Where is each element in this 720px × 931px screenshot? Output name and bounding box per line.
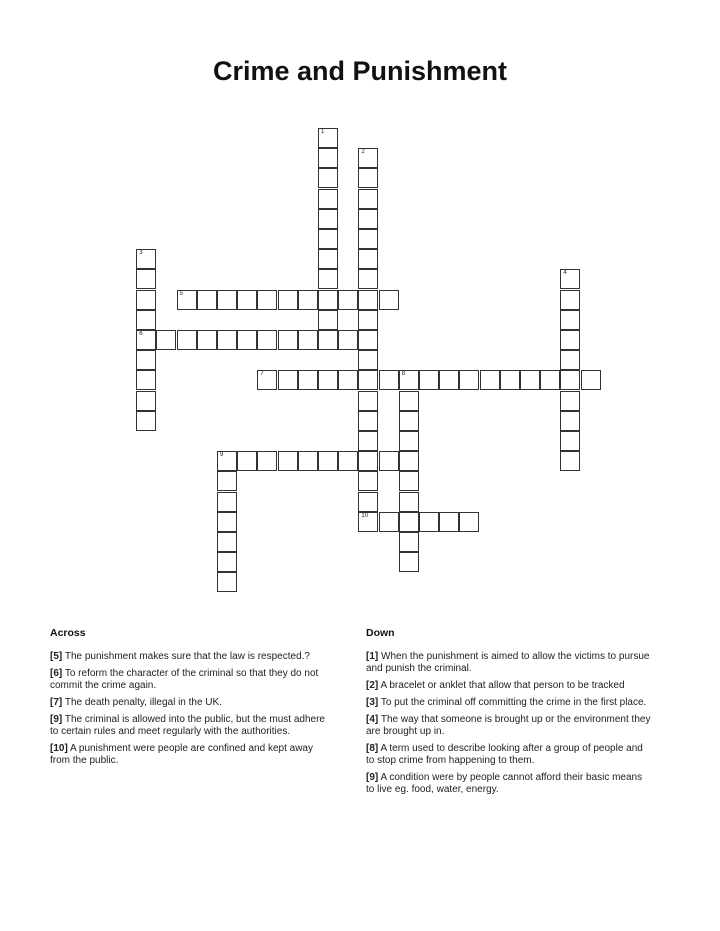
clue-text: A bracelet or anklet that allow that person to be tracked	[380, 680, 625, 691]
grid-cell[interactable]	[560, 290, 580, 310]
grid-cell[interactable]	[197, 330, 217, 350]
grid-cell[interactable]	[318, 451, 338, 471]
grid-cell[interactable]	[217, 552, 237, 572]
grid-cell[interactable]	[399, 370, 419, 390]
grid-cell[interactable]	[136, 391, 156, 411]
grid-cell[interactable]	[318, 330, 338, 350]
grid-cell[interactable]	[358, 451, 378, 471]
grid-cell[interactable]	[358, 350, 378, 370]
cell-number: 3	[139, 250, 143, 257]
grid-cell[interactable]	[379, 290, 399, 310]
clue-text: To put the criminal off committing the crime in the first place.	[380, 697, 647, 708]
grid-cell[interactable]	[237, 330, 257, 350]
across-clue	[50, 697, 335, 709]
grid-cell[interactable]	[177, 290, 197, 310]
grid-cell[interactable]	[338, 451, 358, 471]
clue-number: [9]	[50, 714, 63, 725]
grid-cell[interactable]	[358, 330, 378, 350]
grid-cell[interactable]	[399, 492, 419, 512]
clue-text: A term used to describe looking after a group of people and to stop crime from happening to them.	[366, 743, 643, 766]
puzzle-title: Crime and Punishment	[212, 56, 508, 86]
cell-number: 4	[563, 270, 567, 277]
grid-cell[interactable]	[480, 370, 500, 390]
grid-cell[interactable]	[399, 411, 419, 431]
grid-cell[interactable]	[136, 310, 156, 330]
across-clues	[50, 627, 335, 772]
grid-cell[interactable]	[217, 471, 237, 491]
grid-cell[interactable]	[298, 370, 318, 390]
grid-cell[interactable]	[217, 330, 237, 350]
grid-cell[interactable]	[237, 451, 257, 471]
grid-cell[interactable]	[399, 552, 419, 572]
grid-cell[interactable]	[257, 370, 277, 390]
down-clue	[366, 743, 651, 767]
grid-cell[interactable]	[358, 209, 378, 229]
grid-cell[interactable]	[217, 290, 237, 310]
grid-cell[interactable]	[560, 451, 580, 471]
grid-cell[interactable]	[399, 532, 419, 552]
grid-cell[interactable]	[338, 370, 358, 390]
grid-cell[interactable]	[419, 512, 439, 532]
grid-cell[interactable]	[136, 269, 156, 289]
grid-cell[interactable]	[379, 512, 399, 532]
clue-number: [5]	[50, 651, 63, 662]
grid-cell[interactable]	[560, 370, 580, 390]
down-clue	[366, 680, 651, 692]
grid-cell[interactable]	[318, 269, 338, 289]
cell-number: 6	[139, 331, 143, 337]
grid-cell[interactable]	[278, 330, 298, 350]
grid-cell[interactable]	[581, 370, 601, 390]
grid-cell[interactable]	[318, 229, 338, 249]
clue-number: [8]	[366, 743, 379, 754]
grid-cell[interactable]	[560, 431, 580, 451]
grid-cell[interactable]	[560, 411, 580, 431]
grid-cell[interactable]	[197, 290, 217, 310]
grid-cell[interactable]	[358, 370, 378, 390]
grid-cell[interactable]	[358, 189, 378, 209]
grid-cell[interactable]	[318, 310, 338, 330]
grid-cell[interactable]	[358, 391, 378, 411]
grid-cell[interactable]	[257, 451, 277, 471]
clue-text: When the punishment is aimed to allow the victims to pursue and punish the criminal.	[366, 651, 650, 674]
grid-cell[interactable]	[318, 148, 338, 168]
cell-number: 5	[179, 290, 183, 297]
grid-cell[interactable]	[217, 512, 237, 532]
across-clue	[50, 651, 335, 663]
grid-cell[interactable]	[500, 370, 520, 390]
grid-cell[interactable]	[136, 330, 156, 350]
grid-cell[interactable]	[217, 451, 237, 471]
grid-cell[interactable]	[237, 290, 257, 310]
grid-cell[interactable]	[358, 229, 378, 249]
grid-cell[interactable]	[318, 249, 338, 269]
grid-cell[interactable]	[278, 370, 298, 390]
grid-cell[interactable]	[358, 249, 378, 269]
grid-cell[interactable]	[399, 512, 419, 532]
grid-cell[interactable]	[298, 451, 318, 471]
clue-number: [9]	[366, 772, 379, 783]
grid-cell[interactable]	[459, 370, 479, 390]
grid-cell[interactable]	[520, 370, 540, 390]
grid-cell[interactable]	[318, 209, 338, 229]
grid-cell[interactable]	[379, 451, 399, 471]
across-clue	[50, 714, 335, 738]
down-clue	[366, 697, 651, 709]
grid-cell[interactable]	[358, 148, 378, 168]
grid-cell[interactable]	[318, 168, 338, 188]
grid-cell[interactable]	[358, 411, 378, 431]
grid-cell[interactable]	[560, 391, 580, 411]
clue-number: [6]	[50, 668, 63, 679]
down-clue	[366, 714, 651, 738]
clue-number: [3]	[366, 697, 379, 708]
grid-cell[interactable]	[217, 572, 237, 592]
grid-cell[interactable]	[318, 189, 338, 209]
grid-cell[interactable]	[560, 269, 580, 289]
grid-cell[interactable]	[298, 330, 318, 350]
grid-cell[interactable]	[399, 451, 419, 471]
grid-cell[interactable]	[358, 269, 378, 289]
grid-cell[interactable]	[217, 532, 237, 552]
down-clue	[366, 772, 651, 796]
clue-text: A punishment were people are confined and kept away from the public.	[50, 743, 313, 766]
grid-cell[interactable]	[439, 370, 459, 390]
grid-cell[interactable]	[358, 168, 378, 188]
grid-cell[interactable]	[338, 290, 358, 310]
grid-cell[interactable]	[156, 330, 176, 350]
across-clue	[50, 668, 335, 692]
across-heading: Across	[50, 627, 86, 639]
cell-number: 8	[401, 371, 406, 378]
grid-cell[interactable]	[318, 128, 338, 148]
grid-cell[interactable]	[540, 370, 560, 390]
grid-cell[interactable]	[136, 411, 156, 431]
grid-cell[interactable]	[298, 290, 318, 310]
clue-number: [7]	[50, 697, 63, 708]
grid-cell[interactable]	[358, 310, 378, 330]
grid-cell[interactable]	[338, 330, 358, 350]
cell-number: 9	[220, 452, 224, 459]
grid-cell[interactable]	[177, 330, 197, 350]
grid-cell[interactable]	[278, 451, 298, 471]
clue-text: The criminal is allowed into the public, but the must adhere to certain rules and meet regularly with the authorities.	[50, 714, 325, 737]
clue-text: The punishment makes sure that the law is respected.?	[64, 651, 310, 662]
grid-cell[interactable]	[318, 370, 338, 390]
cell-number: 10	[361, 512, 369, 519]
grid-cell[interactable]	[560, 330, 580, 350]
clue-number: [4]	[366, 714, 379, 725]
across-clue	[50, 743, 335, 767]
grid-cell[interactable]	[399, 391, 419, 411]
grid-cell[interactable]	[136, 249, 156, 269]
grid-cell[interactable]	[358, 290, 378, 310]
grid-cell[interactable]	[399, 431, 419, 451]
down-clues	[366, 627, 651, 801]
grid-cell[interactable]	[358, 431, 378, 451]
grid-cell[interactable]	[278, 290, 298, 310]
grid-cell[interactable]	[560, 350, 580, 370]
clue-text: The death penalty, illegal in the UK.	[64, 697, 222, 708]
grid-cell[interactable]	[136, 290, 156, 310]
grid-cell[interactable]	[358, 492, 378, 512]
clue-number: [1]	[366, 651, 379, 662]
grid-cell[interactable]	[136, 350, 156, 370]
cell-number: 1	[321, 129, 325, 135]
down-heading: Down	[366, 627, 395, 639]
clue-number: [10]	[50, 743, 68, 754]
cell-number: 2	[361, 149, 365, 156]
clue-text: To reform the character of the criminal so that they do not commit the crime again.	[50, 668, 319, 691]
cell-number: 7	[260, 371, 264, 378]
grid-cell[interactable]	[217, 492, 237, 512]
grid-cell[interactable]	[459, 512, 479, 532]
grid-cell[interactable]	[257, 330, 277, 350]
grid-cell[interactable]	[439, 512, 459, 532]
grid-cell[interactable]	[399, 471, 419, 491]
grid-cell[interactable]	[358, 471, 378, 491]
grid-cell[interactable]	[419, 370, 439, 390]
down-clue	[366, 651, 651, 675]
grid-cell[interactable]	[379, 370, 399, 390]
grid-cell[interactable]	[560, 310, 580, 330]
clue-text: A condition were by people cannot afford their basic means to live eg. food, water, energy.	[366, 772, 643, 795]
clue-number: [2]	[366, 680, 379, 691]
grid-cell[interactable]	[358, 512, 378, 532]
grid-cell[interactable]	[257, 290, 277, 310]
clue-text: The way that someone is brought up or the environment they are brought up in.	[366, 714, 651, 737]
grid-cell[interactable]	[318, 290, 338, 310]
grid-cell[interactable]	[136, 370, 156, 390]
